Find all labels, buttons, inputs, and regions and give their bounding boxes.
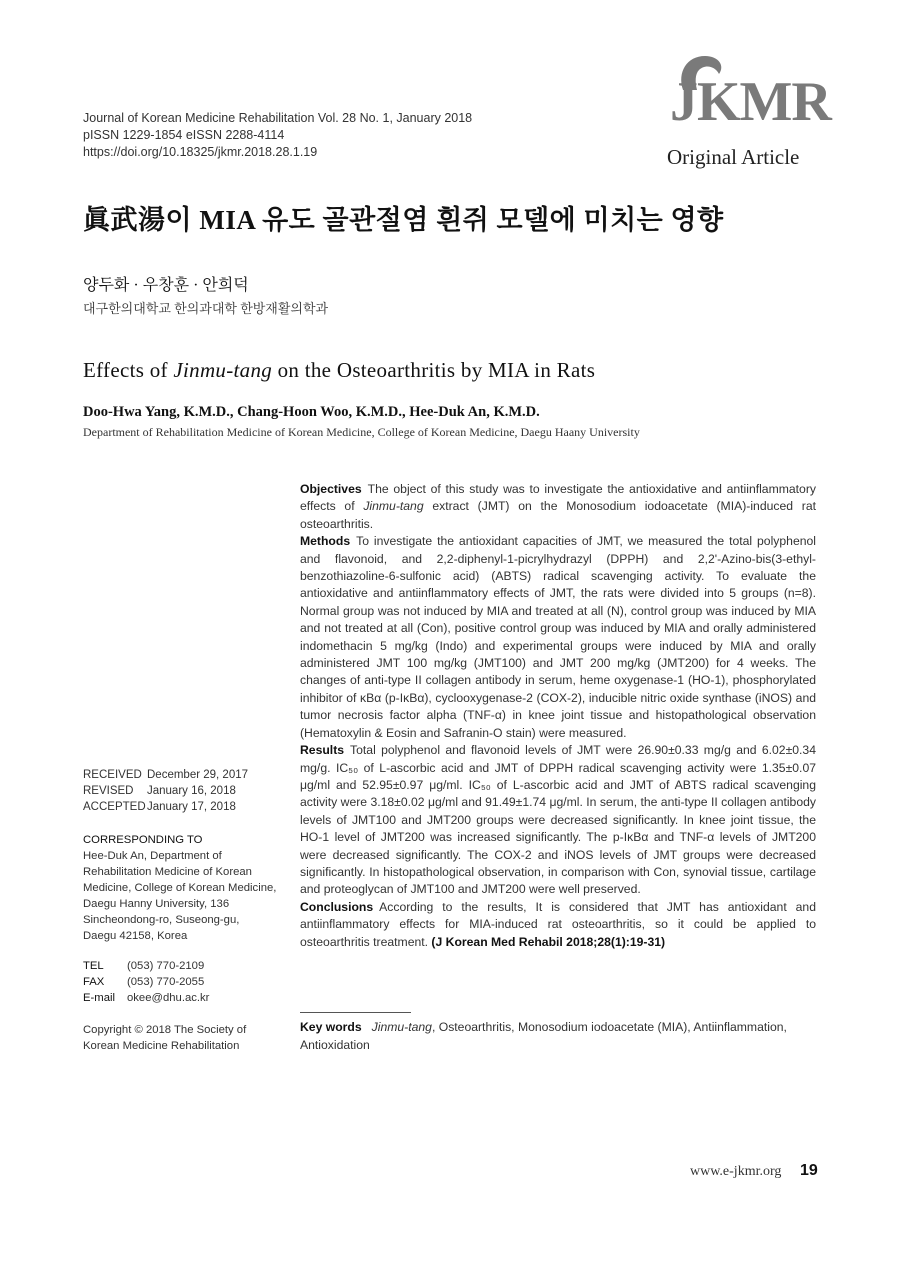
english-title-pre: Effects of — [83, 358, 174, 382]
contact-email[interactable]: okee@dhu.ac.kr — [127, 992, 210, 1004]
copyright — [83, 1022, 246, 1054]
corresponding-line: Daegu 42158, Korea — [83, 930, 188, 942]
contact-row — [83, 958, 209, 974]
date-label: ACCEPTED — [83, 801, 146, 813]
keywords — [300, 1018, 816, 1054]
copyright-line: Korean Medicine Rehabilitation — [83, 1040, 240, 1052]
objectives-text-pre: The object of this study was to investigate the antioxidative and antiinflammatory effects of — [300, 482, 816, 514]
corresponding-author — [83, 832, 276, 944]
objectives-text-post: extract (JMT) on the Monosodium iodoacetate (MIA)-induced rat osteoarthritis. — [300, 499, 816, 531]
results-label: Results — [300, 743, 345, 758]
korean-title: 眞武湯이 MIA 유도 골관절염 흰쥐 모델에 미치는 영향 — [83, 205, 724, 235]
english-title — [83, 358, 595, 383]
keywords-divider — [300, 1012, 411, 1013]
abstract-methods — [300, 533, 816, 742]
corresponding-heading: CORRESPONDING TO — [83, 834, 203, 846]
citation: (J Korean Med Rehabil 2018;28(1):19-31) — [431, 934, 666, 949]
english-authors: Doo-Hwa Yang, K.M.D., Chang-Hoon Woo, K.M.D., Hee-Duk An, K.M.D. — [83, 404, 540, 420]
journal-logo — [665, 50, 831, 170]
contact-row — [83, 974, 209, 990]
korean-authors: 양두화 · 우창훈 · 안희덕 — [83, 277, 249, 294]
corresponding-line: Sincheondong-ro, Suseong-gu, — [83, 914, 240, 926]
issn-line: pISSN 1229-1854 eISSN 2288-4114 — [83, 128, 285, 142]
corresponding-line: Daegu Hanny University, 136 — [83, 898, 230, 910]
abstract-objectives — [300, 481, 816, 533]
abstract — [300, 481, 816, 951]
doi-link[interactable]: https://doi.org/10.18325/jkmr.2018.28.1.19 — [83, 145, 318, 159]
date-value: January 17, 2018 — [147, 801, 236, 813]
english-affiliation: Department of Rehabilitation Medicine of Korean Medicine, College of Korean Medicine, Daegu Haany University — [83, 425, 640, 439]
journal-header — [83, 110, 472, 161]
contact-label: E-mail — [83, 992, 116, 1004]
contact-label: FAX — [83, 976, 105, 988]
contact-value: (053) 770-2055 — [127, 976, 205, 988]
date-label: RECEIVED — [83, 769, 142, 781]
page-number: 19 — [800, 1162, 818, 1179]
footer-url[interactable]: www.e-jkmr.org — [690, 1164, 782, 1179]
results-text: Total polyphenol and flavonoid levels of JMT were 26.90±0.33 mg/g and 6.02±0.34 mg/g. IC₅₀ of L-ascorbic acid and JMT of DPPH radical scavenging activity were 1.35±0.07 μg/ml and 52.95±0.97 μg/ml. IC₅₀ of L-ascorbic acid and JMT of ABTS radical scavenging activity were 3.18±0.02 μg/ml and 91.49±1.74 μg/ml. In serum, the anti-type II collagen antibody levels of JMT100 and JMT200 groups were decreased significantly. In knee joint tissue, the HO-1 level of JMT200 was increased significantly. The p-IκBα and TNF-α levels of JMT200 were decreased significantly. The COX-2 and iNOS levels of JMT groups were decreased significantly. In histopathological observation, in comparison with Con, synovial tissue, cartilage and proteoglycan of JMT100 and JMT200 were well preserved. — [300, 743, 816, 897]
article-dates — [83, 767, 248, 815]
corresponding-line: Medicine, College of Korean Medicine, — [83, 882, 277, 894]
date-value: December 29, 2017 — [147, 769, 249, 781]
corresponding-line: Hee-Duk An, Department of — [83, 850, 222, 862]
contact-info — [83, 958, 209, 1006]
objectives-label: Objectives — [300, 482, 362, 496]
contact-value: (053) 770-2109 — [127, 960, 205, 972]
korean-affiliation: 대구한의대학교 한의과대학 한방재활의학과 — [83, 301, 329, 316]
keywords-label: Key words — [300, 1020, 362, 1034]
english-title-italic: Jinmu-tang — [173, 358, 273, 382]
copyright-line: Copyright © 2018 The Society of — [83, 1024, 247, 1036]
date-row — [83, 783, 248, 799]
methods-text: To investigate the antioxidant capacities of JMT, we measured the total polyphenol and flavonoid, and 2,2-diphenyl-1-picrylhydrazyl (DPPH) and 2,2'-Azino-bis(3-ethyl-benzothiazoline-6-sulfonic acid) (ABTS) radical scavenging activity. To evaluate the antioxidative and antiinflammatory effects of JMT, the rats were divided into 5 groups (n=8). Normal group was not induced by MIA and treated at all (N), control group was induced by MIA and not treated at all (Con), positive control group was induced by MIA and orally administered indomethacin 5 mg/kg (Indo) and experimental groups were induced by MIA and orally administered JMT 100 mg/kg (JMT100) and JMT 200 mg/kg (JMT200) for 4 weeks. The changes of anti-type II collagen antibody in serum, heme oxygenase-1 (HO-1), phosphorylated inhibitor of κBα (p-IκBα), cyclooxygenase-2 (COX-2), inducible nitric oxide synthase (iNOS) and tumor necrosis factor alpha (TNF-α) in knee joint tissue and histopathological observation (Hematoxylin & Eosin and Safranin-O stain) were measured. — [300, 534, 816, 740]
keywords-italic: Jinmu-tang — [371, 1020, 432, 1034]
methods-label: Methods — [300, 534, 351, 549]
date-row — [83, 767, 248, 783]
conclusions-label: Conclusions — [300, 899, 374, 914]
date-value: January 16, 2018 — [147, 785, 236, 797]
abstract-results — [300, 742, 816, 899]
journal-citation-line: Journal of Korean Medicine Rehabilitation Vol. 28 No. 1, January 2018 — [83, 111, 473, 125]
date-label: REVISED — [83, 785, 134, 797]
date-row — [83, 799, 248, 815]
objectives-italic: Jinmu-tang — [363, 499, 424, 514]
contact-row — [83, 990, 209, 1006]
conclusions-text: According to the results, It is considered that JMT has antioxidant and antiinflammatory effects for MIA-induced rat osteoarthritis, so it could be applied to osteoarthritis treatment. — [300, 899, 816, 949]
corresponding-line: Rehabilitation Medicine of Korean — [83, 866, 252, 878]
contact-label: TEL — [83, 960, 104, 972]
logo-wordmark: JKMR — [670, 71, 831, 133]
keywords-text: , Osteoarthritis, Monosodium iodoacetate (MIA), Antiinflammation, Antioxidation — [300, 1020, 787, 1052]
abstract-conclusions — [300, 899, 816, 951]
article-type-label: Original Article — [667, 145, 800, 169]
english-title-post: on the Osteoarthritis by MIA in Rats — [272, 358, 596, 382]
